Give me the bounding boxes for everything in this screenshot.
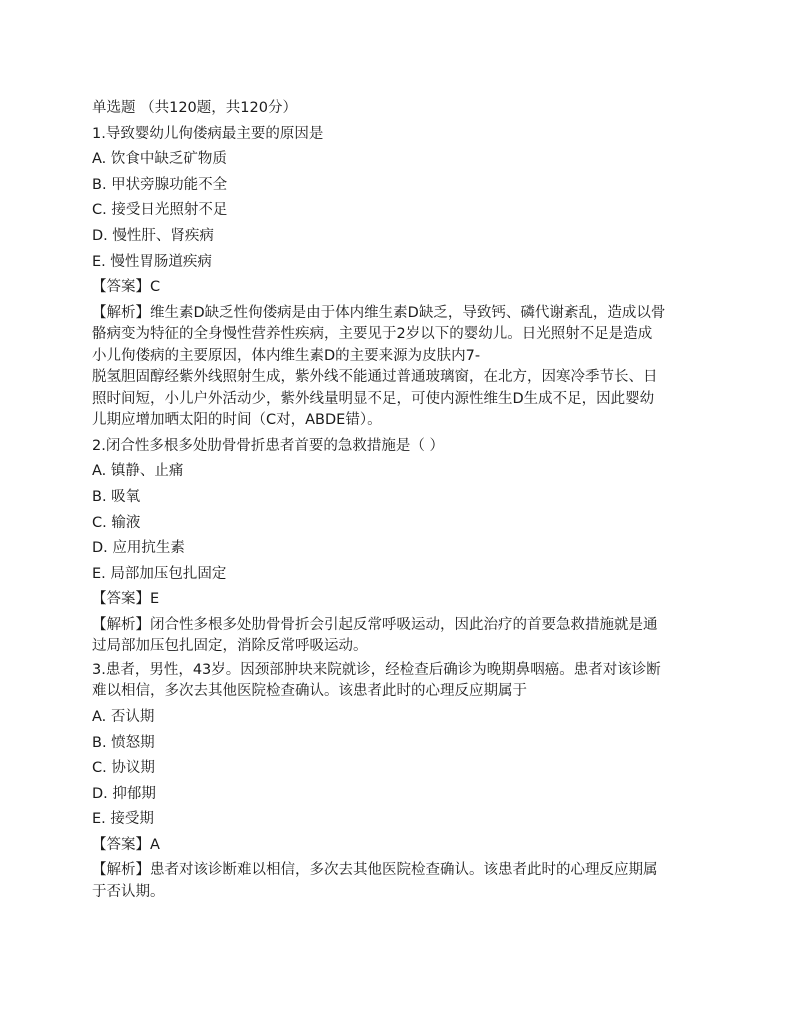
analysis-line: 过局部加压包扎固定，消除反常呼吸运动。 xyxy=(92,638,368,655)
option-c: C. 协议期 xyxy=(92,760,155,777)
option-b: B. 愤怒期 xyxy=(92,734,155,751)
option-e: E. 慢性胃肠道疾病 xyxy=(92,253,212,270)
answer-value: A xyxy=(150,836,160,853)
analysis xyxy=(92,303,704,432)
answer-tag: 【答案】 xyxy=(92,591,150,608)
analysis-line: 儿期应增加晒太阳的时间（C对，ABDE错）。 xyxy=(92,412,382,429)
analysis-line: 【解析】维生素D缺乏性佝偻病是由于体内维生素D缺乏，导致钙、磷代谢紊乱，造成以骨 xyxy=(92,304,666,321)
option-a: A. 否认期 xyxy=(92,708,155,725)
analysis xyxy=(92,615,704,658)
stem-line: 3.患者，男性，43岁。因颈部肿块来院就诊，经检查后确诊为晚期鼻咽癌。患者对该诊断 xyxy=(92,661,661,678)
option-c: C. 接受日光照射不足 xyxy=(92,202,228,219)
question-3 xyxy=(92,660,704,904)
answer xyxy=(92,833,704,859)
analysis xyxy=(92,860,704,903)
option-a: A. 饮食中缺乏矿物质 xyxy=(92,151,227,168)
option-a: A. 镇静、止痛 xyxy=(92,463,184,480)
question-1 xyxy=(92,122,704,432)
analysis-line: 小儿佝偻病的主要原因，体内维生素D的主要来源为皮肤内7- xyxy=(92,347,481,364)
document-page xyxy=(92,96,704,905)
option-d: D. 应用抗生素 xyxy=(92,540,185,557)
analysis-line: 骼病变为特征的全身慢性营养性疾病，主要见于2岁以下的婴幼儿。日光照射不足是造成 xyxy=(92,326,653,343)
analysis-line: 【解析】患者对该诊断难以相信，多次去其他医院检查确认。该患者此时的心理反应期属 xyxy=(92,862,658,879)
analysis-tag: 【解析】 xyxy=(92,862,150,879)
question-stem: 2.闭合性多根多处肋骨骨折患者首要的急救措施是（ ） xyxy=(92,437,444,454)
option-d: D. 慢性肝、肾疾病 xyxy=(92,227,214,244)
option-e: E. 局部加压包扎固定 xyxy=(92,565,227,582)
option-b: B. 甲状旁腺功能不全 xyxy=(92,176,228,193)
analysis-line: 照时间短，小儿户外活动少，紫外线量明显不足，可使内源性维生D生成不足，因此婴幼 xyxy=(92,390,655,407)
stem-line: 难以相信，多次去其他医院检查确认。该患者此时的心理反应期属于 xyxy=(92,683,527,700)
option-c: C. 输液 xyxy=(92,514,141,531)
answer-value: C xyxy=(150,279,161,296)
question-2 xyxy=(92,434,704,658)
answer-tag: 【答案】 xyxy=(92,279,150,296)
question-stem: 1.导致婴幼儿佝偻病最主要的原因是 xyxy=(92,125,324,142)
analysis-tag: 【解析】 xyxy=(92,616,150,633)
analysis-line: 【解析】闭合性多根多处肋骨骨折会引起反常呼吸运动，因此治疗的首要急救措施就是通 xyxy=(92,616,658,633)
analysis-tag: 【解析】 xyxy=(92,304,150,321)
option-e: E. 接受期 xyxy=(92,811,154,828)
analysis-line: 于否认期。 xyxy=(92,883,165,900)
option-b: B. 吸氧 xyxy=(92,488,141,505)
question-stem xyxy=(92,660,704,703)
analysis-line: 脱氢胆固醇经紫外线照射生成，紫外线不能通过普通玻璃窗，在北方，因寒冷季节长、日 xyxy=(92,369,658,386)
section-title: 单选题 （共120题，共120分） xyxy=(92,100,297,116)
option-d: D. 抑郁期 xyxy=(92,785,156,802)
answer xyxy=(92,587,704,613)
answer-value: E xyxy=(150,591,160,608)
answer xyxy=(92,275,704,301)
answer-tag: 【答案】 xyxy=(92,836,150,853)
